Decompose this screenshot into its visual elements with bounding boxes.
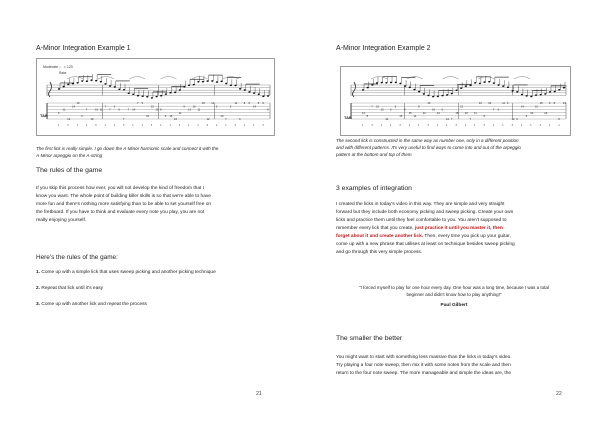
svg-text:1: 1	[436, 124, 439, 127]
rule-number: 3.	[36, 302, 41, 307]
svg-text:14: 14	[413, 115, 417, 118]
svg-text:12: 12	[362, 111, 365, 115]
svg-text:14: 14	[253, 105, 256, 109]
svg-text:1: 1	[408, 124, 411, 127]
svg-text:11: 11	[62, 108, 66, 112]
svg-text:7: 7	[109, 108, 111, 112]
svg-text:14: 14	[71, 105, 75, 109]
svg-text:8: 8	[243, 102, 246, 106]
svg-text:11: 11	[178, 111, 182, 115]
svg-text:16: 16	[432, 108, 436, 112]
svg-text:3: 3	[123, 124, 125, 127]
tab-label: TAB	[40, 113, 48, 118]
integration-line-1: I created the licks in today's video in this way. They are simple and very straight	[336, 202, 505, 207]
svg-text:11: 11	[502, 102, 505, 106]
tab-label: TAB	[344, 115, 352, 120]
svg-text:1: 1	[502, 124, 504, 127]
smaller-line-3: return to the four note sweep. The more manageable and simple the ideas are, the	[336, 371, 512, 376]
svg-text:14: 14	[132, 108, 136, 112]
svg-text:12: 12	[206, 118, 210, 122]
svg-text:6: 6	[113, 105, 116, 109]
svg-text:3: 3	[483, 124, 485, 127]
svg-text:9: 9	[497, 108, 500, 112]
svg-text:15: 15	[380, 108, 384, 112]
svg-text:3: 3	[234, 124, 236, 127]
score-example-1	[36, 58, 275, 136]
svg-text:10: 10	[446, 118, 450, 122]
svg-text:16: 16	[90, 118, 94, 122]
svg-text:14: 14	[211, 102, 215, 106]
rules-paragraph-line-1: If you skip this process how ever, you will not develop the kind of freedom that I	[36, 186, 204, 191]
svg-text:5: 5	[394, 105, 397, 109]
svg-text:7: 7	[492, 108, 495, 112]
svg-text:10: 10	[427, 102, 431, 106]
score-example-2	[340, 66, 571, 136]
svg-text:9: 9	[525, 115, 528, 118]
svg-text:13: 13	[436, 111, 440, 115]
svg-text:8: 8	[558, 118, 560, 122]
svg-text:3: 3	[178, 124, 181, 127]
svg-text:9: 9	[262, 102, 264, 106]
svg-text:1: 1	[362, 124, 364, 127]
example-1-title: A-Minor Integration Example 1	[36, 45, 131, 52]
section-title-rules: The rules of the game	[36, 167, 103, 174]
example-2-title: A-Minor Integration Example 2	[336, 45, 431, 52]
svg-text:1: 1	[85, 124, 88, 127]
svg-text:15: 15	[174, 118, 178, 122]
integration-line-3: licks and practice them until they feel comfortable to you. You aren't supposed to	[336, 218, 507, 223]
svg-text:13: 13	[220, 115, 224, 118]
svg-text:1: 1	[380, 124, 383, 127]
example-2-caption-line-1: The second lick is constructed in the same way as number one, only in a different position	[336, 138, 519, 143]
svg-text:15: 15	[539, 102, 543, 106]
example-1-caption-line-1: The first lick is really simple. I go down the A-Minor harmonic scale and connect it with the	[36, 146, 219, 151]
svg-text:7: 7	[136, 102, 139, 106]
svg-text:7: 7	[123, 118, 125, 122]
svg-text:1: 1	[188, 124, 190, 127]
svg-text:9: 9	[183, 105, 185, 109]
svg-text:14: 14	[520, 105, 524, 109]
rules-paragraph-line-4: the fretboard. If you have to think and evaluate every note you play, you are not	[36, 210, 205, 215]
svg-text:9: 9	[267, 108, 269, 112]
svg-text:1: 1	[446, 124, 448, 127]
page-number: 21	[256, 391, 262, 397]
svg-text:8: 8	[553, 102, 556, 106]
svg-text:12: 12	[67, 118, 71, 122]
svg-text:10: 10	[150, 105, 154, 109]
svg-text:15: 15	[408, 111, 412, 115]
svg-text:5: 5	[141, 102, 144, 106]
svg-text:15: 15	[460, 105, 464, 109]
svg-text:7: 7	[104, 105, 106, 109]
svg-text:15: 15	[399, 115, 403, 118]
svg-text:9: 9	[248, 102, 250, 106]
rule-text: Repeat that lick until it's easy	[41, 286, 104, 291]
integration-line-5: forget about it and create another lick. Then, every time you pick up your guitar,	[336, 234, 511, 239]
smaller-line-1: You might want to start with something less massive than the licks in today's video.	[336, 355, 512, 360]
svg-text:3: 3	[399, 124, 401, 127]
svg-text:1: 1	[113, 124, 116, 127]
example-2-caption-line-2: and with different patterns. It's very useful to find ways to come into and out of the arpeggio	[336, 145, 521, 150]
svg-text:11: 11	[234, 102, 238, 106]
svg-text:13: 13	[188, 108, 191, 112]
svg-text:11: 11	[99, 108, 103, 112]
svg-text:1: 1	[253, 124, 255, 127]
svg-text:13: 13	[563, 102, 566, 106]
svg-text:16: 16	[201, 102, 205, 106]
svg-text:1: 1	[520, 124, 523, 127]
svg-text:1: 1	[225, 124, 227, 127]
rules-paragraph-line-5: really enjoying yourself.	[36, 218, 87, 223]
svg-text:1: 1	[169, 124, 171, 127]
rules-heading: Here's the rules of the game:	[36, 254, 118, 261]
smaller-line-2: Try playing a four note sweep, then mix it with some notes from the scale and then	[336, 363, 511, 368]
svg-text:9: 9	[516, 118, 518, 122]
rule-text: Come up with a simple lick that uses sweep picking and another picking technique	[41, 270, 216, 275]
section-title-smaller: The smaller the better	[336, 335, 403, 342]
svg-text:3: 3	[95, 124, 97, 127]
svg-text:3: 3	[371, 124, 373, 127]
rules-paragraph-line-3: more fun and there's nothing more satisfying than to be able to set yourself free on	[36, 202, 212, 207]
svg-text:16: 16	[95, 108, 99, 112]
svg-text:10: 10	[76, 102, 80, 106]
svg-text:1: 1	[492, 124, 495, 127]
svg-text:15: 15	[455, 111, 459, 115]
svg-text:10: 10	[534, 105, 538, 109]
section-title-integration: 3 examples of integration	[336, 185, 412, 192]
svg-text:16: 16	[544, 111, 548, 115]
svg-text:7: 7	[371, 105, 373, 109]
integration-line-2: forward but they include both economy picking and sweep picking. Create your own	[336, 210, 514, 215]
svg-text:5: 5	[390, 108, 392, 112]
svg-text:1: 1	[160, 124, 162, 127]
svg-text:9: 9	[118, 108, 120, 112]
svg-text:1: 1	[390, 124, 392, 127]
example-2-caption-line-3: pattern at the bottom and top of them	[336, 152, 412, 157]
notation-tab-image	[37, 59, 274, 135]
svg-text:3: 3	[206, 124, 208, 127]
svg-text:3: 3	[539, 124, 541, 127]
svg-text:7: 7	[85, 108, 88, 112]
svg-text:13: 13	[478, 102, 482, 106]
svg-text:1: 1	[530, 124, 532, 127]
svg-text:3: 3	[455, 124, 457, 127]
svg-text:12: 12	[511, 118, 515, 122]
svg-text:8: 8	[366, 115, 369, 118]
svg-text:11: 11	[474, 111, 477, 115]
svg-text:1: 1	[474, 124, 476, 127]
quote-line-1: "I forced myself to play for one hour every day. One hour was a long time, because I was a total	[359, 285, 549, 290]
svg-text:3: 3	[511, 124, 513, 127]
svg-text:6: 6	[239, 118, 241, 122]
svg-text:5: 5	[404, 108, 406, 112]
quote-line-2: beginner and didn't know how to play anything!"	[406, 292, 502, 297]
svg-text:1: 1	[215, 124, 218, 127]
svg-text:16: 16	[192, 105, 196, 109]
svg-text:3: 3	[262, 124, 264, 127]
integration-line-7: and go through this very simple process.	[336, 250, 423, 255]
svg-text:1: 1	[418, 124, 420, 127]
svg-text:8: 8	[483, 115, 485, 118]
svg-text:1: 1	[197, 124, 199, 127]
notation-tab-image	[341, 67, 570, 135]
page-right	[300, 0, 600, 424]
tempo-marking: Moderate ♩ = 120	[43, 65, 73, 69]
integration-line-4: remember every lick that you create, just practice it until you master it, then	[336, 226, 503, 231]
svg-text:6: 6	[164, 115, 167, 118]
page-number: 22	[556, 391, 562, 397]
rule-item-2	[36, 286, 103, 291]
rules-paragraph-line-2: know you want. The whole point of building killer skills is so that we're able to have	[36, 194, 211, 199]
svg-text:7: 7	[469, 118, 471, 122]
svg-text:6: 6	[58, 111, 60, 115]
svg-text:6: 6	[506, 102, 509, 106]
svg-text:7: 7	[225, 118, 227, 122]
svg-text:12: 12	[146, 115, 150, 118]
integration-line-6: come up with a new phrase that utilises at least on technique besides sweep picking	[336, 242, 515, 247]
svg-text:1: 1	[141, 124, 143, 127]
svg-text:1: 1	[104, 124, 106, 127]
rule-text: Come up with another lick and repeat the process	[41, 302, 147, 307]
svg-text:15: 15	[169, 115, 173, 118]
svg-text:3: 3	[427, 124, 429, 127]
quote-author: Paul Gilbert	[440, 303, 468, 308]
svg-text:15: 15	[155, 108, 159, 112]
svg-text:1: 1	[558, 124, 560, 127]
svg-text:10: 10	[530, 111, 534, 115]
svg-text:5: 5	[257, 102, 260, 106]
svg-text:8: 8	[160, 108, 162, 112]
rule-number: 2.	[36, 286, 41, 291]
rule-number: 1.	[36, 270, 41, 275]
svg-text:9: 9	[548, 102, 551, 106]
svg-text:5: 5	[229, 105, 232, 109]
svg-text:1: 1	[243, 124, 246, 127]
svg-text:1: 1	[548, 124, 551, 127]
svg-text:1: 1	[464, 124, 467, 127]
svg-text:12: 12	[488, 102, 492, 106]
svg-text:7: 7	[450, 118, 453, 122]
svg-text:10: 10	[464, 111, 468, 115]
svg-text:5: 5	[441, 108, 443, 112]
quote-block	[336, 284, 572, 308]
svg-text:3: 3	[67, 124, 69, 127]
svg-text:8: 8	[418, 105, 420, 109]
highlight-text: just practice it until you master it, then	[414, 226, 503, 231]
svg-text:12: 12	[197, 108, 201, 112]
rake-marking: Rake	[59, 71, 67, 75]
svg-text:3: 3	[150, 124, 153, 127]
svg-text:7: 7	[127, 108, 130, 112]
svg-text:16: 16	[376, 105, 379, 109]
svg-text:5: 5	[215, 105, 218, 109]
example-1-caption-line-2: A-Minor arpeggio on the A-string	[36, 153, 103, 158]
highlight-text: forget about it and create another lick.	[336, 234, 424, 239]
svg-text:6: 6	[81, 115, 83, 118]
svg-text:1: 1	[76, 124, 78, 127]
svg-text:12: 12	[422, 111, 426, 115]
svg-text:10: 10	[385, 118, 389, 122]
rule-item-3	[36, 302, 147, 307]
rule-item-1	[36, 270, 216, 275]
svg-text:1: 1	[132, 124, 134, 127]
svg-text:1: 1	[58, 124, 60, 127]
